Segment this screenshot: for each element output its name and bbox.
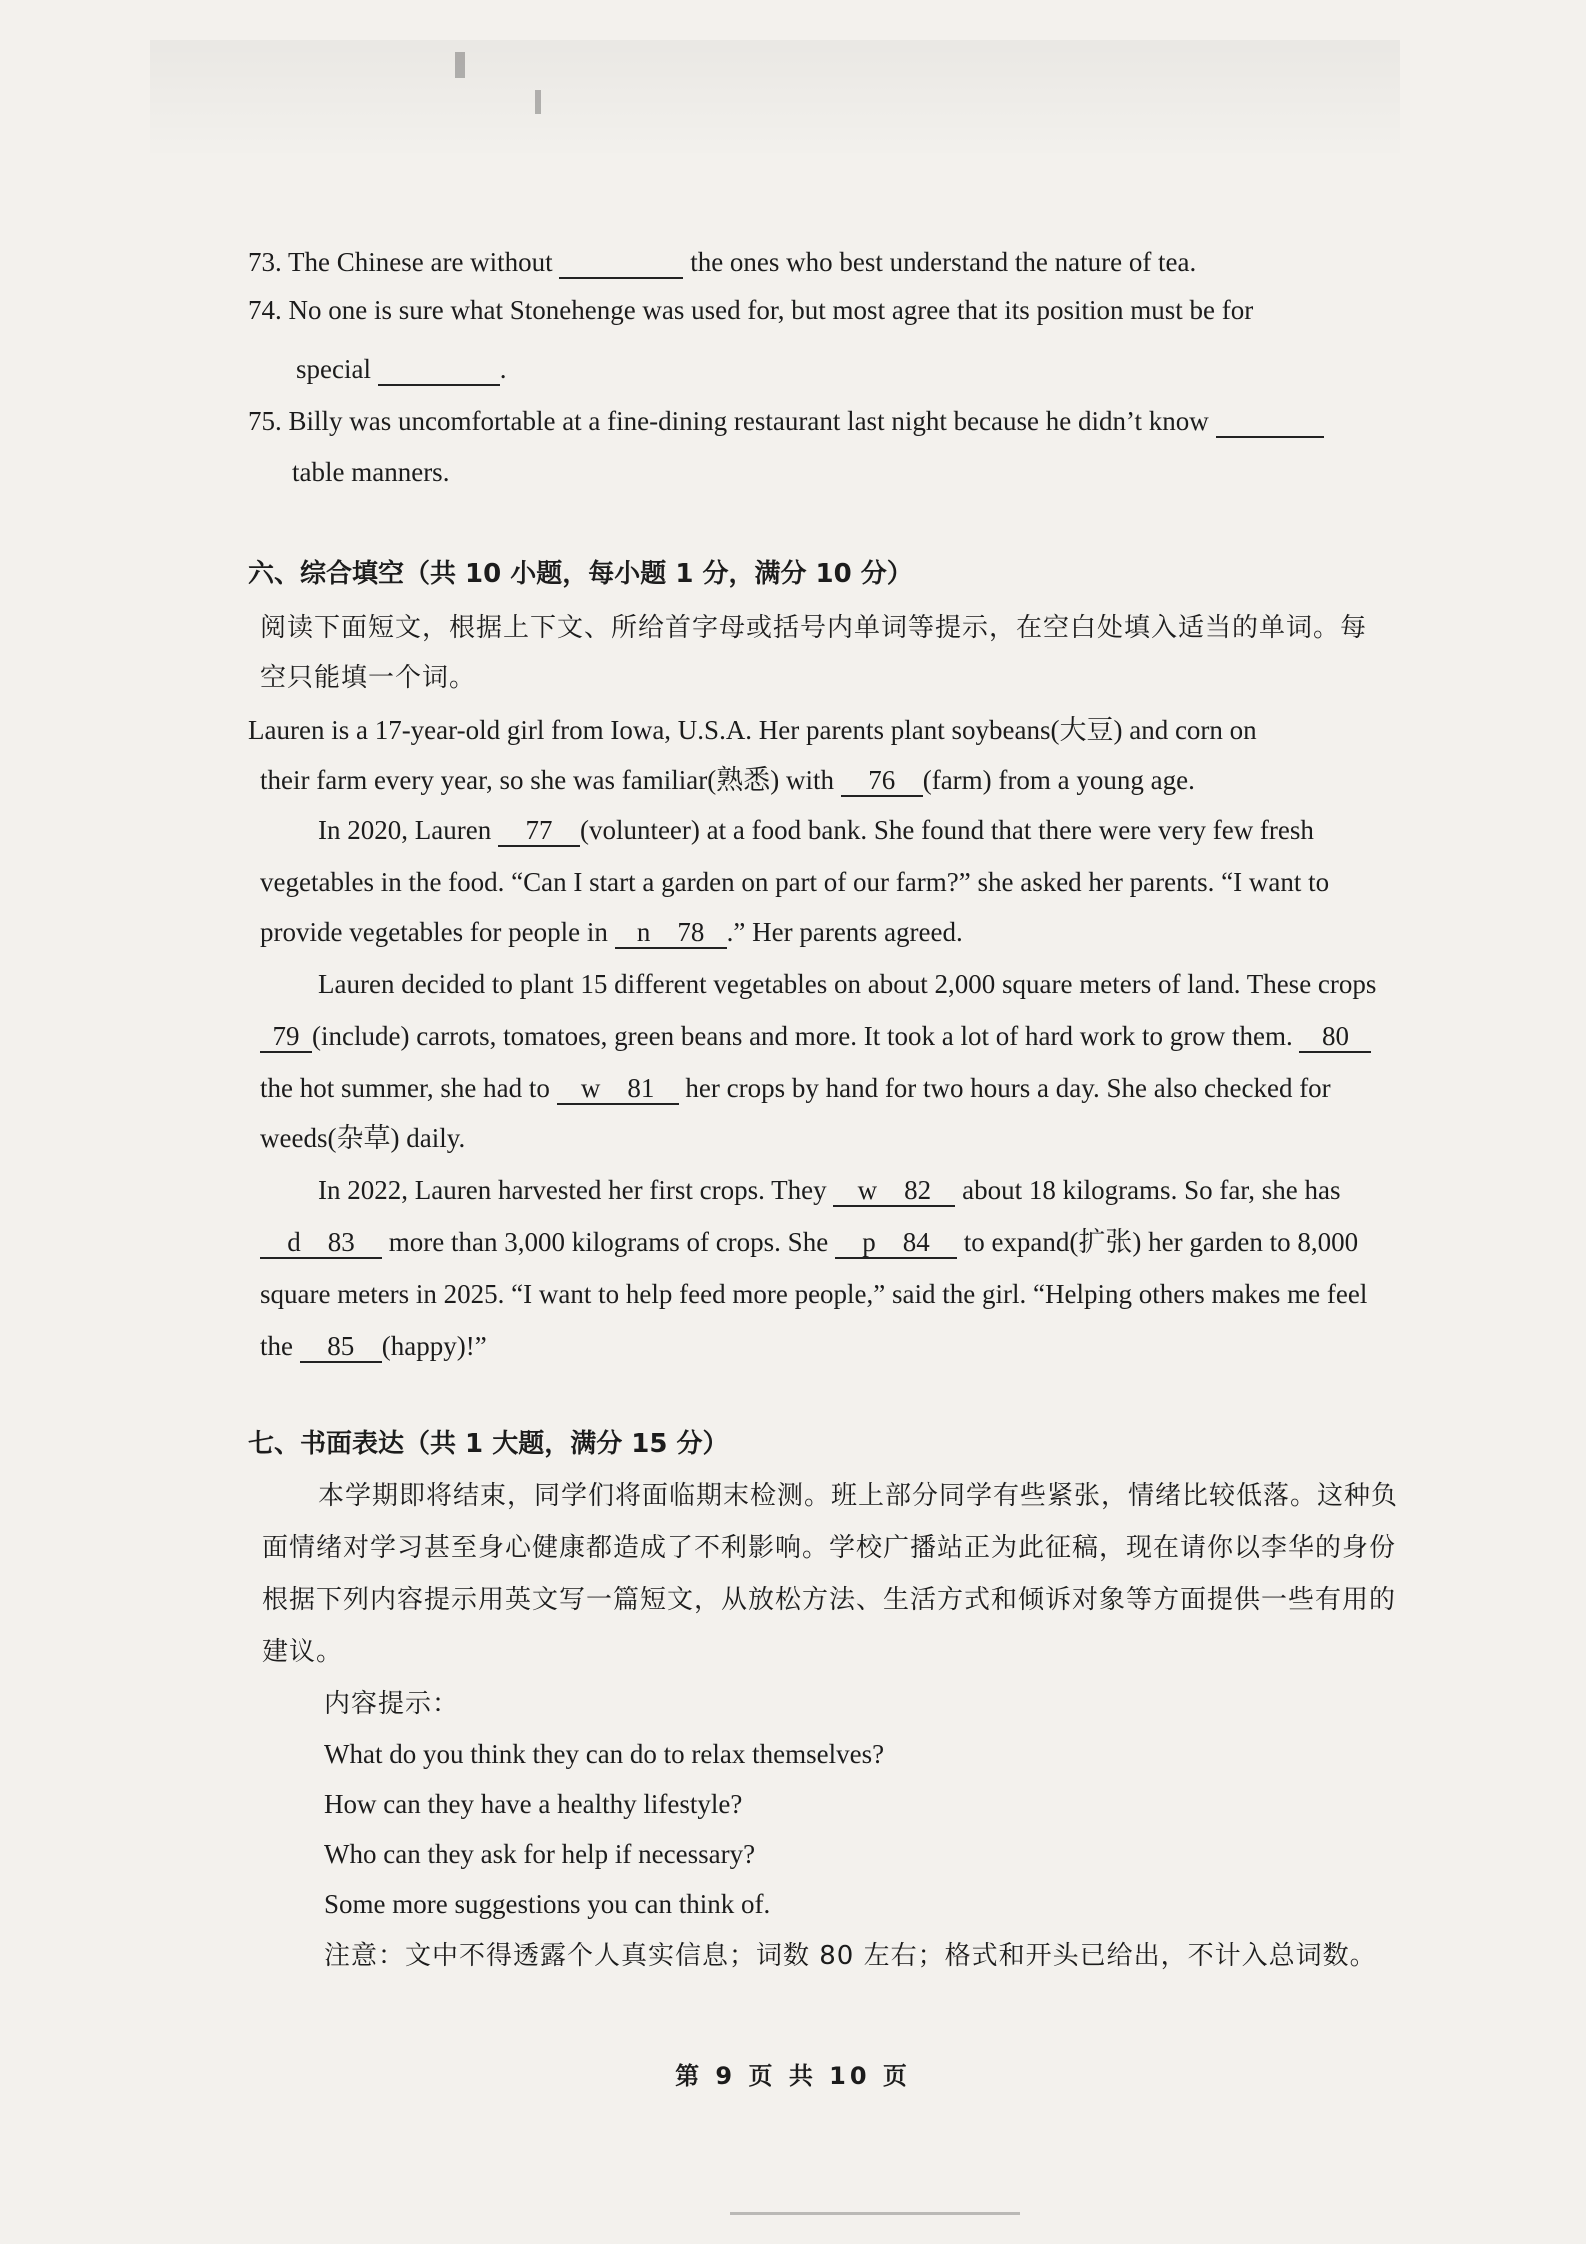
answer-blank-81[interactable]: w 81 xyxy=(557,1073,679,1105)
page-number: 第 9 页 共 10 页 xyxy=(675,2062,911,2090)
section-7-prompt: 本学期即将结束，同学们将面临期末检测。班上部分同学有些紧张，情绪比较低落。这种负 xyxy=(318,1481,1399,1511)
passage-line: 79 (include) carrots, tomatoes, green beans and more. It took a lot of hard work to grow them. 80 xyxy=(260,1018,1371,1054)
answer-blank-77[interactable]: 77 xyxy=(498,815,580,847)
answer-blank-75[interactable] xyxy=(1216,406,1324,438)
passage-line: Lauren is a 17-year-old girl from Iowa, U.S.A. Her parents plant soybeans(大豆) and corn on xyxy=(248,715,1257,745)
passage-line: the hot summer, she had to w 81 her crops by hand for two hours a day. She also checked for xyxy=(260,1073,1331,1103)
section-7-heading: 七、书面表达（共 1 大题，满分 15 分） xyxy=(248,1429,729,1459)
scan-edge xyxy=(730,2212,1020,2215)
passage-line: their farm every year, so she was familiar(熟悉) with 76 (farm) from a young age. xyxy=(260,765,1195,795)
scan-mark xyxy=(535,90,541,114)
section-7-prompt: 面情绪对学习甚至身心健康都造成了不利影响。学校广播站正为此征稿，现在请你以李华的身份 xyxy=(262,1533,1397,1563)
section-7-prompt: 根据下列内容提示用英文写一篇短文，从放松方法、生活方式和倾诉对象等方面提供一些有用的 xyxy=(262,1585,1397,1615)
answer-blank-78[interactable]: n 78 xyxy=(615,917,727,949)
passage-line: In 2022, Lauren harvested her first crops. They w 82 about 18 kilograms. So far, she has xyxy=(318,1175,1341,1205)
question-74: 74. No one is sure what Stonehenge was used for, but most agree that its position must be for xyxy=(248,295,1254,325)
answer-blank-79[interactable]: 79 xyxy=(260,1021,312,1053)
passage-line: vegetables in the food. “Can I start a garden on part of our farm?” she asked her parents. “I want to xyxy=(260,867,1330,897)
answer-blank-85[interactable]: 85 xyxy=(300,1331,382,1363)
passage-line: d 83 more than 3,000 kilograms of crops. She p 84 to expand(扩张) her garden to 8,000 xyxy=(260,1224,1358,1260)
writing-note: 注意：文中不得透露个人真实信息；词数 80 左右；格式和开头已给出，不计入总词数。 xyxy=(324,1941,1377,1971)
question-73: 73. The Chinese are without the ones who best understand the nature of tea. xyxy=(248,247,1197,277)
scan-mark xyxy=(455,52,465,78)
passage-line: the 85 (happy)!” xyxy=(260,1331,487,1361)
passage-line: provide vegetables for people in n 78 .” Her parents agreed. xyxy=(260,917,963,947)
hint-item: Some more suggestions you can think of. xyxy=(324,1889,771,1919)
passage-line: Lauren decided to plant 15 different vegetables on about 2,000 square meters of land. These crops xyxy=(318,969,1377,999)
answer-blank-84[interactable]: p 84 xyxy=(835,1227,957,1259)
question-74-cont: special . xyxy=(296,354,507,384)
answer-blank-83[interactable]: d 83 xyxy=(260,1227,382,1259)
answer-blank-74[interactable] xyxy=(378,354,500,386)
section-7-prompt: 建议。 xyxy=(262,1637,344,1667)
answer-blank-76[interactable]: 76 xyxy=(841,765,923,797)
question-75: 75. Billy was uncomfortable at a fine-dining restaurant last night because he didn’t know xyxy=(248,403,1324,439)
hint-item: How can they have a healthy lifestyle? xyxy=(324,1789,743,1819)
section-6-instructions: 阅读下面短文，根据上下文、所给首字母或括号内单词等提示，在空白处填入适当的单词。每 xyxy=(260,613,1368,643)
answer-blank-73[interactable] xyxy=(559,247,683,279)
section-6-heading: 六、综合填空（共 10 小题，每小题 1 分，满分 10 分） xyxy=(248,559,913,589)
passage-line: In 2020, Lauren 77 (volunteer) at a food bank. She found that there were very few fresh xyxy=(318,815,1314,845)
section-6-instructions-cont: 空只能填一个词。 xyxy=(260,663,477,693)
answer-blank-82[interactable]: w 82 xyxy=(833,1175,955,1207)
hint-item: What do you think they can do to relax themselves? xyxy=(324,1739,885,1769)
hint-item: Who can they ask for help if necessary? xyxy=(324,1839,756,1869)
answer-blank-80[interactable]: 80 xyxy=(1299,1021,1371,1053)
question-75-cont: table manners. xyxy=(292,457,450,487)
passage-line: square meters in 2025. “I want to help feed more people,” said the girl. “Helping others makes me feel xyxy=(260,1279,1368,1309)
hint-title: 内容提示： xyxy=(324,1689,460,1719)
scan-shadow xyxy=(150,40,1400,160)
passage-line: weeds(杂草) daily. xyxy=(260,1123,466,1153)
